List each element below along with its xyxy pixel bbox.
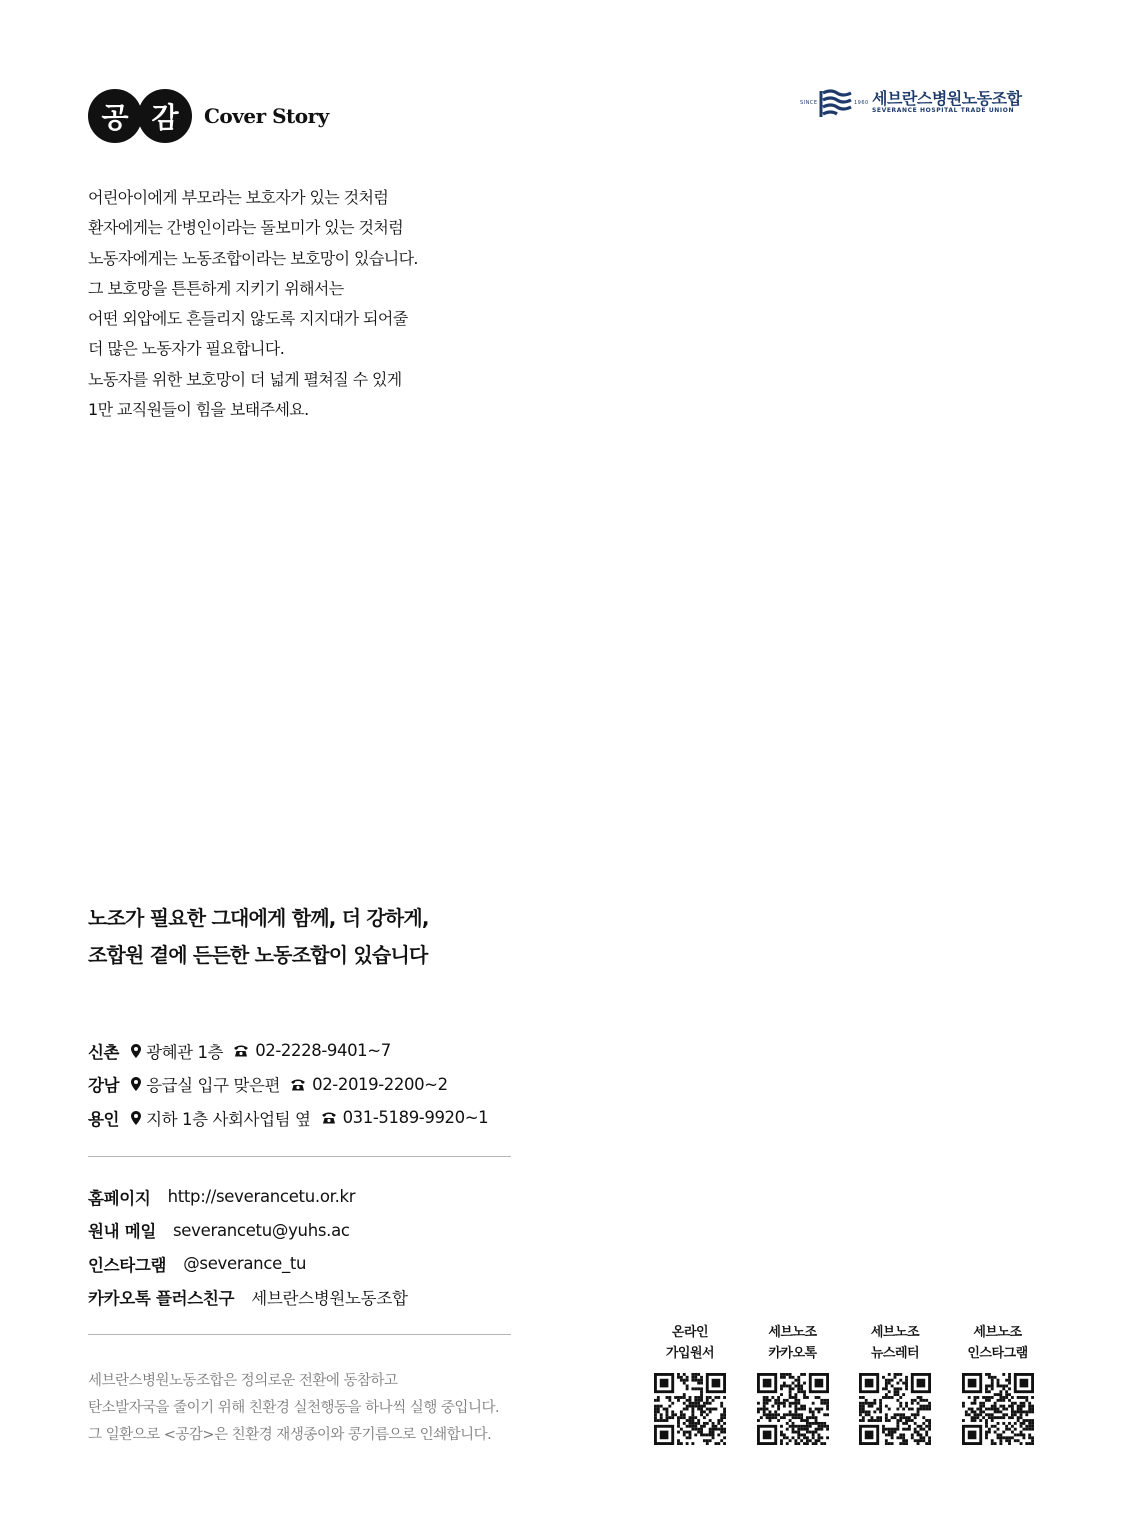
contact-info <box>88 1180 408 1314</box>
logo-since: SINCE <box>800 100 818 106</box>
qr-label-line: 인스타그램 <box>967 1346 1028 1361</box>
logo-year: 1960 <box>854 100 869 106</box>
map-pin-icon <box>131 1111 141 1125</box>
magazine-badge <box>88 89 329 143</box>
location-name: 강남 <box>88 1076 120 1096</box>
footnote-line: 그 일환으로 <공감>은 친환경 재생종이와 콩기름으로 인쇄합니다. <box>88 1427 492 1443</box>
logo-name-en: SEVERANCE HOSPITAL TRADE UNION <box>872 107 1015 114</box>
qr-label-line: 세브노조 <box>870 1325 920 1340</box>
intro-line: 1만 교직원들이 힘을 보태주세요. <box>88 400 309 420</box>
contact-row <box>88 1281 408 1315</box>
location-phone[interactable]: 02-2228-9401~7 <box>255 1041 391 1061</box>
location-phone[interactable]: 031-5189-9920~1 <box>342 1108 489 1128</box>
qr-label-line: 카카오톡 <box>768 1346 817 1361</box>
location-place: 응급실 입구 맞은편 <box>146 1076 281 1096</box>
intro-paragraph <box>88 183 418 425</box>
badge-char-1: 공 <box>88 89 142 143</box>
intro-line: 노동자에게는 노동조합이라는 보호망이 있습니다. <box>88 248 418 268</box>
wave-flag-icon <box>819 88 853 118</box>
divider <box>88 1334 511 1335</box>
location-name: 신촌 <box>88 1042 120 1062</box>
qr-item-instagram[interactable] <box>960 1322 1036 1445</box>
telephone-icon <box>321 1111 337 1124</box>
intro-line: 어린아이에게 부모라는 보호자가 있는 것처럼 <box>88 188 389 207</box>
badge-char-2: 감 <box>138 89 192 143</box>
footnote-line: 세브란스병원노동조합은 정의로운 전환에 동참하고 <box>88 1373 398 1389</box>
homepage-link[interactable]: http://severancetu.or.kr <box>167 1187 356 1207</box>
qr-label-line: 뉴스레터 <box>870 1346 920 1361</box>
logo-name-ko: 세브란스병원노동조합 <box>872 89 1022 108</box>
footnote-line: 탄소발자국을 줄이기 위해 친환경 실천행동을 하나씩 실행 중입니다. <box>88 1400 500 1416</box>
qr-code-icon[interactable] <box>859 1373 931 1445</box>
location-row <box>88 1068 488 1102</box>
qr-label-line: 온라인 <box>671 1325 709 1340</box>
qr-item-kakaotalk[interactable] <box>755 1322 831 1445</box>
contact-label: 인스타그램 <box>88 1255 167 1275</box>
intro-line: 어떤 외압에도 흔들리지 않도록 지지대가 되어줄 <box>88 309 408 329</box>
qr-label-line: 세브노조 <box>768 1325 817 1340</box>
email-link[interactable]: severancetu@yuhs.ac <box>173 1220 350 1240</box>
location-place: 지하 1층 사회사업팀 옆 <box>146 1109 311 1129</box>
location-row <box>88 1101 488 1135</box>
instagram-handle[interactable]: @severance_tu <box>183 1254 307 1274</box>
map-pin-icon <box>131 1077 141 1091</box>
tagline-line: 조합원 곁에 든든한 노동조합이 있습니다 <box>88 942 428 967</box>
contact-row <box>88 1247 408 1281</box>
intro-line: 노동자를 위한 보호망이 더 넓게 펼쳐질 수 있게 <box>88 369 402 389</box>
qr-label-line: 가입원서 <box>665 1346 715 1361</box>
location-name: 용인 <box>88 1109 120 1129</box>
telephone-icon <box>233 1044 249 1057</box>
contact-label: 카카오톡 플러스친구 <box>88 1289 235 1309</box>
qr-code-icon[interactable] <box>757 1373 829 1445</box>
tagline-line: 노조가 필요한 그대에게 함께, 더 강하게, <box>88 906 429 930</box>
contact-label: 홈페이지 <box>88 1188 151 1208</box>
eco-footnote <box>88 1368 499 1449</box>
qr-item-newsletter[interactable] <box>857 1322 933 1445</box>
union-logo <box>800 84 1040 124</box>
contact-row <box>88 1214 408 1248</box>
kakao-channel[interactable]: 세브란스병원노동조합 <box>251 1289 408 1309</box>
location-place: 광혜관 1층 <box>146 1042 224 1062</box>
location-row <box>88 1034 488 1068</box>
qr-code-group <box>652 1322 1036 1445</box>
intro-line: 환자에게는 간병인이라는 돌보미가 있는 것처럼 <box>88 218 404 238</box>
qr-code-icon[interactable] <box>962 1373 1034 1445</box>
map-pin-icon <box>131 1044 141 1058</box>
qr-label-line: 세브노조 <box>973 1325 1022 1340</box>
contact-row <box>88 1180 408 1214</box>
intro-line: 더 많은 노동자가 필요합니다. <box>88 339 285 359</box>
intro-line: 그 보호망을 튼튼하게 지키기 위해서는 <box>88 278 344 298</box>
tagline <box>88 900 429 973</box>
location-phone[interactable]: 02-2019-2200~2 <box>312 1074 448 1094</box>
qr-code-icon[interactable] <box>654 1373 726 1445</box>
section-title: Cover Story <box>204 104 329 128</box>
office-locations <box>88 1034 488 1135</box>
contact-label: 원내 메일 <box>88 1222 157 1242</box>
qr-item-signup[interactable] <box>652 1322 728 1445</box>
divider <box>88 1156 511 1157</box>
telephone-icon <box>290 1078 306 1091</box>
